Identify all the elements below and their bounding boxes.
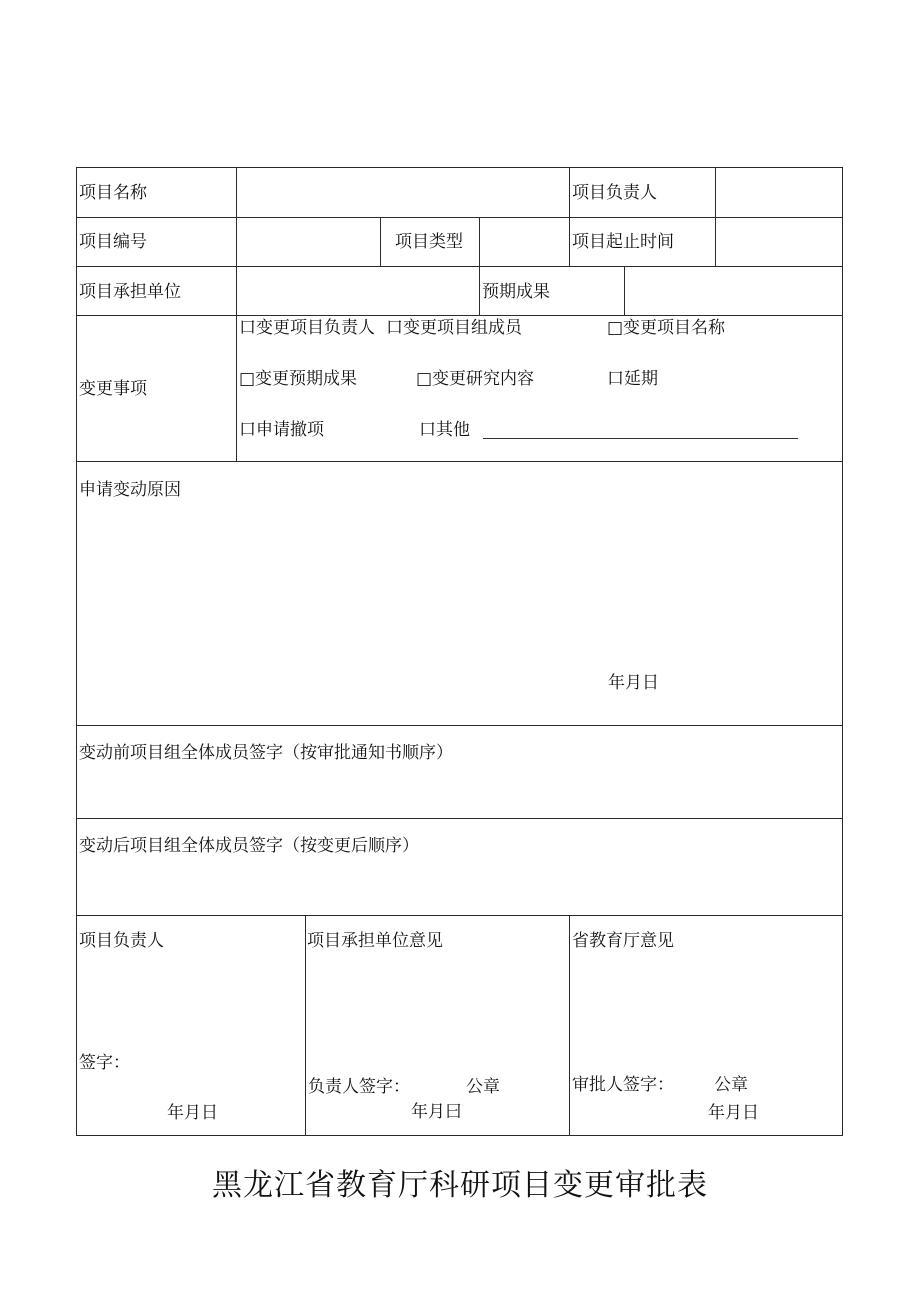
unit-seal-label: 公章	[466, 1077, 500, 1097]
col-divider	[479, 217, 480, 316]
department-date: 年月日	[708, 1103, 759, 1123]
option-change-members[interactable]: 口变更项目组成员	[386, 318, 522, 338]
project-leader-label: 项目负责人	[572, 183, 657, 203]
table-border-left	[76, 167, 77, 1136]
option-change-results[interactable]: □变更预期成果	[239, 369, 358, 389]
col-divider	[236, 167, 237, 462]
department-seal-label: 公章	[714, 1075, 748, 1095]
option-change-content[interactable]: □变更研究内容	[416, 369, 535, 389]
col-divider	[624, 266, 625, 316]
table-border-top	[76, 167, 843, 168]
option-other[interactable]: 口其他	[419, 420, 470, 440]
leader-opinion-label: 项目负责人	[79, 931, 164, 951]
table-border-bottom	[76, 1135, 843, 1136]
option-extension[interactable]: 口延期	[607, 369, 658, 389]
leader-date: 年月日	[167, 1103, 218, 1123]
table-border-right	[842, 167, 843, 1136]
undertaking-unit-label: 项目承担单位	[79, 282, 181, 302]
row-divider	[76, 266, 843, 267]
row-divider	[76, 315, 843, 316]
project-period-label: 项目起止时间	[572, 232, 674, 252]
col-divider	[715, 167, 716, 267]
members-before-label: 变动前项目组全体成员签字（按审批通知书顺序）	[79, 743, 453, 763]
leader-sign-label: 签字：	[79, 1053, 130, 1073]
expected-results-label: 预期成果	[482, 282, 550, 302]
reason-label: 申请变动原因	[79, 480, 181, 500]
unit-opinion-label: 项目承担单位意见	[307, 931, 443, 951]
change-items-label: 变更事项	[79, 379, 147, 399]
col-divider	[569, 167, 570, 267]
col-divider	[305, 915, 306, 1136]
other-fill-line[interactable]	[483, 438, 798, 439]
row-divider	[76, 915, 843, 916]
col-divider	[569, 915, 570, 1136]
col-divider	[380, 217, 381, 267]
form-title: 黑龙江省教育厅科研项目变更审批表	[212, 1168, 708, 1203]
department-sign-label: 审批人签字：	[572, 1075, 674, 1095]
row-divider	[76, 725, 843, 726]
option-change-name[interactable]: □变更项目名称	[607, 318, 726, 338]
unit-sign-label: 负责人签字：	[308, 1077, 410, 1097]
option-withdraw[interactable]: 口申请撤项	[239, 420, 324, 440]
members-after-label: 变动后项目组全体成员签字（按变更后顺序）	[79, 836, 419, 856]
project-number-label: 项目编号	[79, 232, 147, 252]
unit-date: 年月曰	[411, 1102, 462, 1122]
option-change-leader[interactable]: 口变更项目负责人	[239, 318, 375, 338]
project-name-label: 项目名称	[79, 183, 147, 203]
row-divider	[76, 217, 843, 218]
row-divider	[76, 818, 843, 819]
project-type-label: 项目类型	[395, 232, 463, 252]
department-opinion-label: 省教育厅意见	[572, 931, 674, 951]
reason-date: 年月日	[608, 673, 659, 693]
row-divider	[76, 461, 843, 462]
